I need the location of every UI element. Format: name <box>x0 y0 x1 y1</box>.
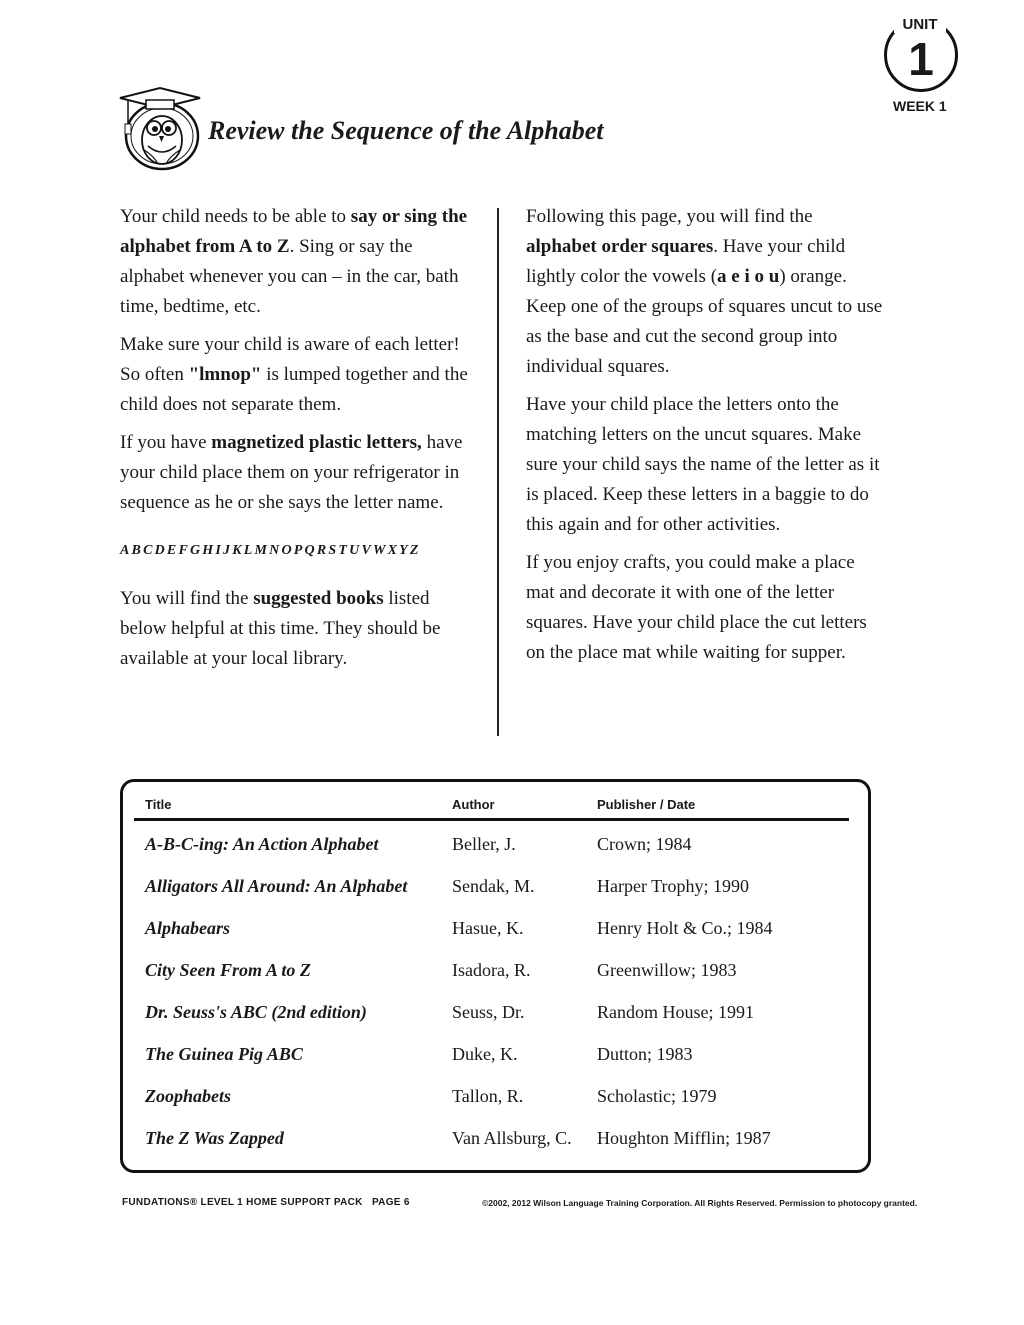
table-row <box>0 960 1024 1002</box>
book-title: City Seen From A to Z <box>145 960 311 980</box>
footer-left: FUNDATIONS® LEVEL 1 HOME SUPPORT PACK PAGE 6 <box>122 1197 410 1208</box>
book-author: Seuss, Dr. <box>452 1002 525 1022</box>
column-divider <box>497 208 499 736</box>
book-author: Van Allsburg, C. <box>452 1128 572 1148</box>
header-title: Title <box>145 797 172 812</box>
paragraph: Following this page, you will find the alphabet order squares. Have your child lightly color the vowels (a e i o u) orange. Keep one of the groups of squares uncut to use as the base and cut the second group into individual squares. <box>526 206 883 377</box>
table-row <box>0 1128 1024 1170</box>
book-publisher: Houghton Mifflin; 1987 <box>597 1128 771 1148</box>
book-publisher: Dutton; 1983 <box>597 1044 693 1064</box>
unit-label: UNIT <box>894 16 946 33</box>
paragraph: Make sure your child is aware of each letter! So often "lmnop" is lumped together and the child does not separate them. <box>120 334 468 415</box>
book-title: Dr. Seuss's ABC (2nd edition) <box>145 1002 367 1022</box>
book-author: Isadora, R. <box>452 960 531 980</box>
book-publisher: Greenwillow; 1983 <box>597 960 737 980</box>
book-publisher: Harper Trophy; 1990 <box>597 876 749 896</box>
table-row <box>0 876 1024 918</box>
unit-badge <box>884 18 956 90</box>
footer-copyright: ©2002, 2012 Wilson Language Training Corporation. All Rights Reserved. Permission to photocopy granted. <box>482 1198 918 1208</box>
header-publisher: Publisher / Date <box>597 797 696 812</box>
table-row <box>0 918 1024 960</box>
page-title: Review the Sequence of the Alphabet <box>208 116 604 145</box>
book-author: Hasue, K. <box>452 918 524 938</box>
book-publisher: Henry Holt & Co.; 1984 <box>597 918 773 938</box>
book-title: A-B-C-ing: An Action Alphabet <box>145 834 379 854</box>
paragraph: If you have magnetized plastic letters, have your child place them on your refrigerator in sequence as he or she says the letter name. <box>120 432 463 513</box>
table-row <box>0 834 1024 876</box>
book-author: Sendak, M. <box>452 876 535 896</box>
table-row <box>0 1044 1024 1086</box>
table-row <box>0 1002 1024 1044</box>
book-author: Beller, J. <box>452 834 516 854</box>
book-title: Alligators All Around: An Alphabet <box>145 876 408 896</box>
paragraph: Have your child place the letters onto the matching letters on the uncut squares. Make sure your child says the name of the letter as it is placed. Keep these letters in a baggie to do this again and for other activities. <box>526 394 880 535</box>
book-author: Tallon, R. <box>452 1086 524 1106</box>
book-title: Zoophabets <box>145 1086 232 1106</box>
table-row <box>0 1086 1024 1128</box>
book-publisher: Random House; 1991 <box>597 1002 754 1022</box>
book-title: Alphabears <box>145 918 231 938</box>
unit-number: 1 <box>908 33 934 85</box>
owl-graduate-icon <box>118 86 202 172</box>
header-author: Author <box>452 797 495 812</box>
paragraph: Your child needs to be able to say or sing the alphabet from A to Z. Sing or say the alphabet whenever you can – in the car, bath time, bedtime, etc. <box>120 206 468 317</box>
book-author: Duke, K. <box>452 1044 518 1064</box>
left-column <box>120 202 480 682</box>
paragraph: You will find the suggested books listed below helpful at this time. They should be available at your local library. <box>120 588 441 669</box>
book-title: The Z Was Zapped <box>145 1128 284 1148</box>
book-publisher: Scholastic; 1979 <box>597 1086 717 1106</box>
book-publisher: Crown; 1984 <box>597 834 692 854</box>
paragraph: If you enjoy crafts, you could make a place mat and decorate it with one of the letter squares. Have your child place the cut letters on the place mat while waiting for supper. <box>526 552 867 663</box>
header-rule <box>134 818 849 821</box>
alphabet-sequence: ABCDEFGHIJKLMNOPQRSTUVWXYZ <box>120 543 421 558</box>
right-column <box>526 202 886 676</box>
book-title: The Guinea Pig ABC <box>145 1044 303 1064</box>
week-label: WEEK 1 <box>893 98 947 114</box>
